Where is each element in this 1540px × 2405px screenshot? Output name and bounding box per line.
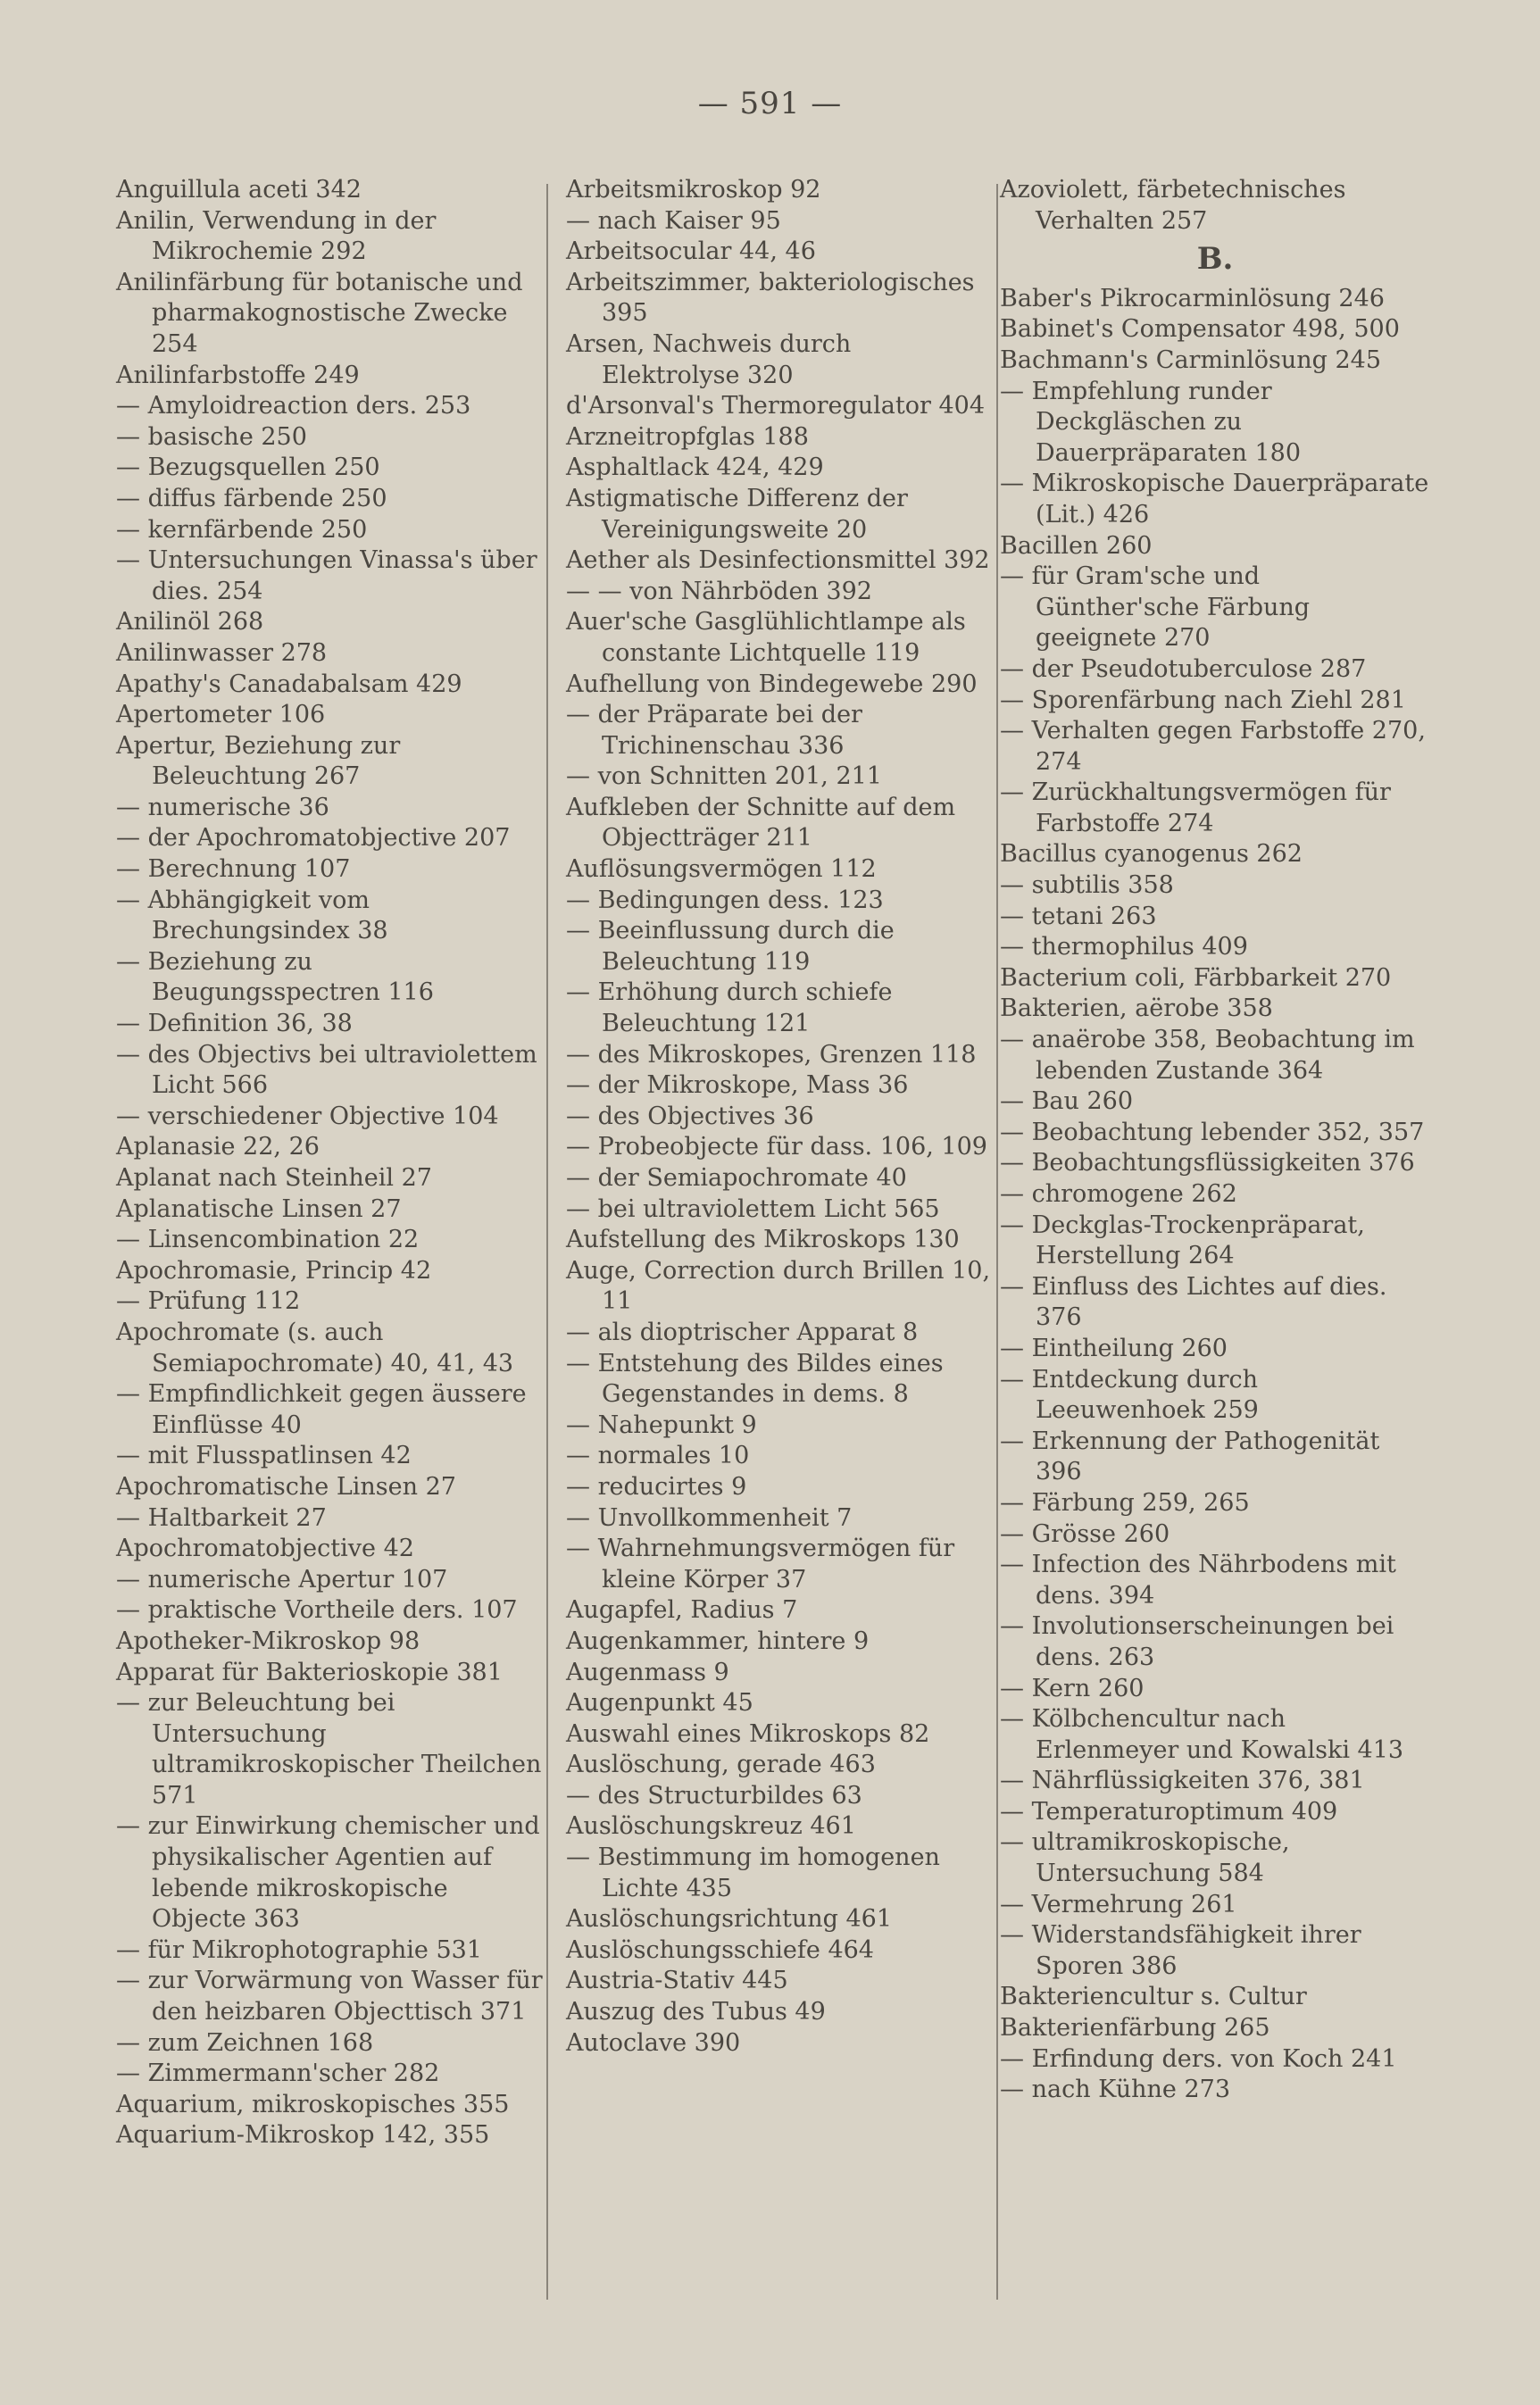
- index-entry: — Einfluss des Lichtes auf dies. 376: [1000, 1272, 1387, 1332]
- index-entry: — Bestimmung im homogenen Lichte 435: [566, 1843, 940, 1902]
- index-entry: — Unvollkommenheit 7: [566, 1503, 853, 1532]
- index-column-3: [1000, 175, 1430, 2106]
- index-entry: — chromogene 262: [1000, 1180, 1237, 1208]
- index-entries-after-letter: [1000, 284, 1430, 2106]
- section-letter: B.: [1196, 241, 1234, 278]
- index-entry: — Abhängigkeit vom Brechungsindex 38: [116, 886, 388, 945]
- index-entry: Auszug des Tubus 49: [566, 1998, 826, 2026]
- index-entry: Aplanat nach Steinheil 27: [116, 1164, 432, 1192]
- index-entry: — Haltbarkeit 27: [116, 1503, 327, 1532]
- index-entry: — des Structurbildes 63: [566, 1781, 862, 1810]
- index-entry: Anguillula aceti 342: [116, 176, 362, 204]
- index-entry: Bacterium coli, Färbbarkeit 270: [1000, 963, 1392, 992]
- index-entry: — des Objectivs bei ultraviolettem Licht 566: [116, 1040, 537, 1100]
- index-entry: — Verhalten gegen Farbstoffe 270, 274: [1000, 717, 1426, 776]
- index-entry: Aplanasie 22, 26: [116, 1133, 320, 1161]
- index-entry: Arbeitszimmer, bakteriologisches 395: [566, 268, 975, 328]
- index-entry: — bei ultraviolettem Licht 565: [566, 1194, 940, 1223]
- index-entry: — Prüfung 112: [116, 1287, 301, 1316]
- index-entry: — der Semiapochromate 40: [566, 1164, 907, 1192]
- index-entry: Apertometer 106: [116, 701, 326, 729]
- index-entry: — kernfärbende 250: [116, 515, 368, 544]
- index-entry: — der Pseudotuberculose 287: [1000, 654, 1367, 683]
- index-entry: Anilinwasser 278: [116, 638, 328, 667]
- index-entry: — Beobachtungsflüssigkeiten 376: [1000, 1149, 1415, 1178]
- index-entry: Augapfel, Radius 7: [566, 1596, 798, 1625]
- index-entry: — für Gram'sche und Günther'sche Färbung geeignete 270: [1000, 562, 1311, 653]
- index-entry: Apochromate (s. auch Semiapochromate) 40, 41, 43: [116, 1318, 514, 1377]
- index-entry: — — von Nährböden 392: [566, 577, 872, 605]
- index-entry: Augenpunkt 45: [566, 1689, 753, 1718]
- index-entry: Bachmann's Carminlösung 245: [1000, 345, 1382, 374]
- index-entry: — Untersuchungen Vinassa's über dies. 254: [116, 546, 537, 605]
- index-entry: Auswahl eines Mikroskops 82: [566, 1719, 930, 1748]
- index-entry: Apathy's Canadabalsam 429: [116, 670, 462, 698]
- index-entry: — zur Beleuchtung bei Untersuchung ultramikroskopischer Theilchen 571: [116, 1689, 542, 1810]
- index-entry: — Mikroskopische Dauerpräparate (Lit.) 426: [1000, 470, 1429, 528]
- index-entries-before-letter: [1000, 175, 1430, 237]
- index-entry: — ultramikroskopische, Untersuchung 584: [1000, 1828, 1290, 1888]
- index-entry: — Zurückhaltungsvermögen für Farbstoffe 274: [1000, 778, 1391, 837]
- index-entry: Apochromatobjective 42: [116, 1535, 414, 1563]
- index-entry: Bacillen 260: [1000, 531, 1153, 560]
- index-entry: Apertur, Beziehung zur Beleuchtung 267: [116, 731, 401, 791]
- index-entry: — numerische 36: [116, 793, 329, 821]
- index-entry: — Eintheilung 260: [1000, 1334, 1228, 1362]
- index-entry: — Bau 260: [1000, 1087, 1134, 1116]
- index-entry: Asphaltlack 424, 429: [566, 454, 824, 482]
- index-entry: — Probeobjecte für dass. 106, 109: [566, 1133, 987, 1161]
- index-entry: — Kern 260: [1000, 1674, 1145, 1702]
- index-entry: — Bezugsquellen 250: [116, 454, 380, 482]
- index-entry: Auslöschung, gerade 463: [566, 1751, 876, 1779]
- index-entry: — zur Vorwärmung von Wasser für den heizbaren Objecttisch 371: [116, 1967, 543, 2026]
- index-entry: — der Mikroskope, Mass 36: [566, 1071, 909, 1100]
- index-entry: — Berechnung 107: [116, 855, 351, 884]
- index-entry: — Sporenfärbung nach Ziehl 281: [1000, 686, 1406, 714]
- column-divider-2: [996, 184, 998, 2300]
- index-entry: — Nährflüssigkeiten 376, 381: [1000, 1767, 1365, 1795]
- index-entry: Auer'sche Gasglühlichtlampe als constante Lichtquelle 119: [566, 608, 966, 667]
- index-entry: Autoclave 390: [566, 2028, 741, 2057]
- index-entry: Auslöschungsrichtung 461: [566, 1905, 893, 1934]
- index-entry: — numerische Apertur 107: [116, 1565, 448, 1594]
- index-entry: Auge, Correction durch Brillen 10, 11: [566, 1256, 991, 1316]
- index-entry: — diffus färbende 250: [116, 484, 387, 512]
- index-entry: Bacillus cyanogenus 262: [1000, 840, 1303, 869]
- index-entry: Apotheker-Mikroskop 98: [116, 1627, 420, 1655]
- index-entry: — Entstehung des Bildes eines Gegenstandes in dems. 8: [566, 1349, 944, 1409]
- index-entry: — von Schnitten 201, 211: [566, 762, 882, 791]
- index-entry: Anilinfarbstoffe 249: [116, 361, 360, 389]
- index-entry: Anilin, Verwendung in der Mikrochemie 292: [116, 206, 437, 266]
- index-entry: Aufhellung von Bindegewebe 290: [566, 670, 978, 698]
- index-entry: — Amyloidreaction ders. 253: [116, 392, 471, 420]
- index-entry: Bakteriencultur s. Cultur: [1000, 1983, 1307, 2011]
- index-entry: Augenmass 9: [566, 1658, 729, 1686]
- index-entry: — basische 250: [116, 422, 307, 451]
- index-column-2: [566, 175, 995, 2059]
- index-entry: Apochromasie, Princip 42: [116, 1256, 432, 1285]
- index-entry: Astigmatische Differenz der Vereinigungsweite 20: [566, 484, 908, 544]
- index-entry: — für Mikrophotographie 531: [116, 1935, 482, 1964]
- index-entry: — Empfindlichkeit gegen äussere Einflüsse 40: [116, 1380, 527, 1439]
- index-entry: Bakterienfärbung 265: [1000, 2014, 1270, 2043]
- index-entry: — des Objectives 36: [566, 1102, 814, 1130]
- index-entry: — Erhöhung durch schiefe Beleuchtung 121: [566, 978, 893, 1038]
- index-entry: — Empfehlung runder Deckgläschen zu Dauerpräparaten 180: [1000, 377, 1302, 467]
- index-entry: — Wahrnehmungsvermögen für kleine Körper 37: [566, 1535, 955, 1594]
- index-entry: — der Apochromatobjective 207: [116, 824, 511, 853]
- index-entry: — thermophilus 409: [1000, 933, 1248, 961]
- index-entry: — praktische Vortheile ders. 107: [116, 1596, 518, 1625]
- index-entry: Arzneitropfglas 188: [566, 422, 809, 451]
- index-entry: — Linsencombination 22: [116, 1226, 420, 1254]
- index-entry: Bakterien, aërobe 358: [1000, 994, 1273, 1023]
- index-entry: — Zimmermann'scher 282: [116, 2060, 440, 2088]
- column-divider-1: [546, 184, 548, 2300]
- index-entry: — mit Flusspatlinsen 42: [116, 1442, 412, 1470]
- index-entry: — reducirtes 9: [566, 1472, 747, 1501]
- index-entry: — Temperaturoptimum 409: [1000, 1797, 1338, 1826]
- index-entry: — Entdeckung durch Leeuwenhoek 259: [1000, 1365, 1259, 1425]
- index-entry: — Kölbchencultur nach Erlenmeyer und Kowalski 413: [1000, 1705, 1404, 1764]
- index-entry: Arsen, Nachweis durch Elektrolyse 320: [566, 329, 852, 389]
- index-entry: — der Präparate bei der Trichinenschau 336: [566, 701, 862, 760]
- index-entry: Aquarium-Mikroskop 142, 355: [116, 2121, 490, 2150]
- index-entry: Aufstellung des Mikroskops 130: [566, 1226, 960, 1254]
- index-entry: Aether als Desinfectionsmittel 392: [566, 546, 990, 575]
- index-entry: — Infection des Nährbodens mit dens. 394: [1000, 1551, 1396, 1610]
- index-entry: — subtilis 358: [1000, 871, 1174, 900]
- index-entry: Austria-Stativ 445: [566, 1967, 788, 1995]
- index-entry: d'Arsonval's Thermoregulator 404: [566, 392, 986, 420]
- index-entry: Arbeitsocular 44, 46: [566, 237, 816, 266]
- index-entry: — Erkennung der Pathogenität 396: [1000, 1427, 1380, 1486]
- index-entry: Auflösungsvermögen 112: [566, 855, 877, 884]
- index-entry: — zum Zeichnen 168: [116, 2028, 374, 2057]
- index-entry: — Färbung 259, 265: [1000, 1488, 1250, 1517]
- index-entry: Auslöschungskreuz 461: [566, 1812, 856, 1841]
- index-entry: Anilinöl 268: [116, 608, 264, 637]
- index-entry: Babinet's Compensator 498, 500: [1000, 315, 1400, 344]
- index-entry: — Beziehung zu Beugungsspectren 116: [116, 947, 434, 1007]
- index-entry: — Deckglas-Trockenpräparat, Herstellung 264: [1000, 1211, 1365, 1270]
- index-entry: Aquarium, mikroskopisches 355: [116, 2090, 510, 2118]
- index-entry: Aufkleben der Schnitte auf dem Objectträger 211: [566, 793, 956, 853]
- index-entry: Apochromatische Linsen 27: [116, 1472, 456, 1501]
- index-entry: — Nahepunkt 9: [566, 1411, 757, 1439]
- index-entry: Arbeitsmikroskop 92: [566, 176, 821, 204]
- index-entry: Anilinfärbung für botanische und pharmakognostische Zwecke 254: [116, 268, 523, 358]
- index-entry: Augenkammer, hintere 9: [566, 1627, 870, 1655]
- index-entry: — des Mikroskopes, Grenzen 118: [566, 1040, 977, 1069]
- page-number: — 591 —: [697, 86, 843, 121]
- index-entry: — Erfindung ders. von Koch 241: [1000, 2044, 1397, 2073]
- index-entry: — nach Kaiser 95: [566, 206, 781, 235]
- index-entry: — Beeinflussung durch die Beleuchtung 119: [566, 917, 895, 976]
- index-entry: — Bedingungen dess. 123: [566, 886, 884, 914]
- index-entry: Apparat für Bakterioskopie 381: [116, 1658, 503, 1686]
- index-entry: Baber's Pikrocarminlösung 246: [1000, 284, 1385, 312]
- index-entry: — anaërobe 358, Beobachtung im lebenden Zustande 364: [1000, 1026, 1415, 1085]
- index-entry: — Involutionserscheinungen bei dens. 263: [1000, 1612, 1394, 1671]
- index-entry: — tetani 263: [1000, 902, 1157, 930]
- index-column-1: [116, 175, 545, 2151]
- index-entry: Auslöschungsschiefe 464: [566, 1935, 874, 1964]
- index-entry: — Widerstandsfähigkeit ihrer Sporen 386: [1000, 1921, 1361, 1980]
- index-entry: Aplanatische Linsen 27: [116, 1194, 402, 1223]
- index-entry: — verschiedener Objective 104: [116, 1102, 499, 1130]
- index-entry: — Definition 36, 38: [116, 1010, 353, 1038]
- index-entry: — Grösse 260: [1000, 1519, 1170, 1548]
- index-entry: — Vermehrung 261: [1000, 1890, 1237, 1918]
- index-entry: Azoviolett, färbetechnisches Verhalten 257: [1000, 176, 1346, 235]
- index-entry: — Beobachtung lebender 352, 357: [1000, 1118, 1425, 1146]
- index-entry: — zur Einwirkung chemischer und physikalischer Agentien auf lebende mikroskopische Objecte 363: [116, 1812, 540, 1934]
- index-entry: — als dioptrischer Apparat 8: [566, 1318, 919, 1346]
- index-entry: — normales 10: [566, 1442, 750, 1470]
- index-entry: — nach Kühne 273: [1000, 2076, 1231, 2104]
